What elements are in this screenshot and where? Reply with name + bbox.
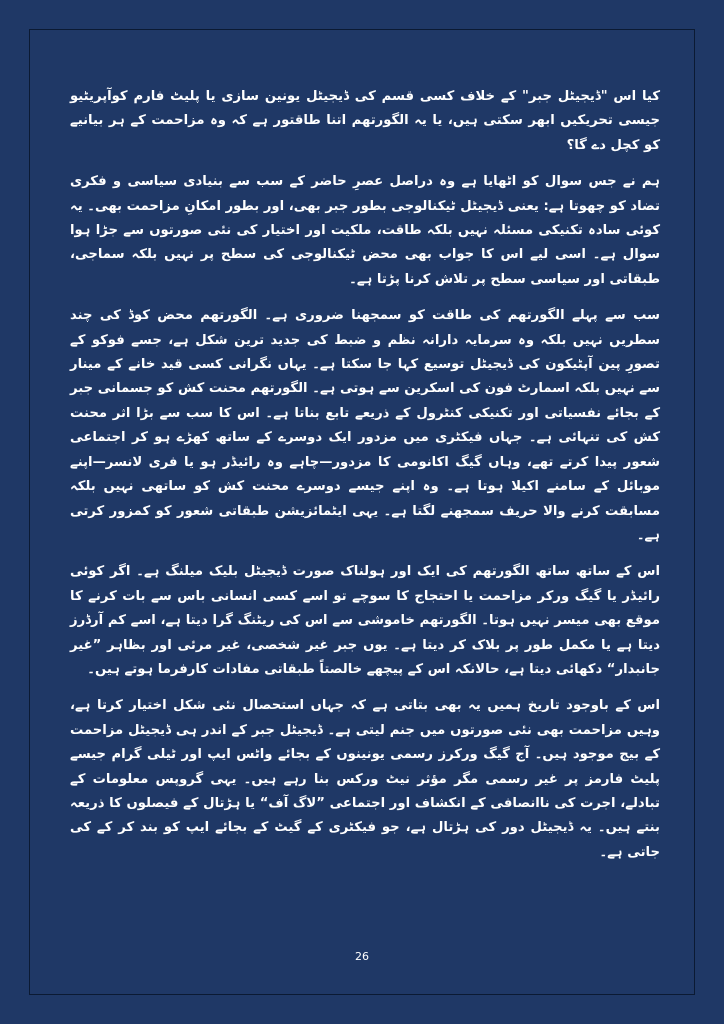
article-body bbox=[70, 85, 660, 877]
page-number: 26 bbox=[355, 950, 369, 963]
paragraph-3: سب سے پہلے الگورتھم کی طاقت کو سمجھنا ضروری ہے۔ الگورتھم محض کوڈ کی چند سطریں نہیں بلکہ وہ سرمایہ دارانہ نظم و ضبط کی جدید ترین شکل ہے، جسے فوکو کے تصورِ پین آپٹیکون کی ڈیجیٹل توسیع کہا جا سکتا ہے۔ یہاں نگرانی کسی قید خانے کے مینار سے نہیں بلکہ اسمارٹ فون کی اسکرین سے ہوتی ہے۔ الگورتھم محنت کش کو جسمانی جبر کے بجائے نفسیاتی اور تکنیکی کنٹرول کے ذریعے تابع بناتا ہے۔ اس کا سب سے بڑا اثر محنت کش کی تنہائی ہے۔ جہاں فیکٹری میں مزدور ایک دوسرے کے ساتھ کھڑے ہو کر اجتماعی شعور پیدا کرتے تھے، وہاں گیگ اکانومی کا مزدور—چاہے وہ رائیڈر ہو یا فری لانسر—اپنے موبائل کے سامنے اکیلا ہوتا ہے۔ وہ اپنے جیسے دوسرے محنت کش کو ساتھی نہیں بلکہ مسابقت کرنے والا حریف سمجھنے لگتا ہے۔ یہی ایٹمائزیشن طبقاتی شعور کو کمزور کرتی ہے۔ bbox=[70, 308, 660, 543]
paragraph-5: اس کے باوجود تاریخ ہمیں یہ بھی بتاتی ہے کہ جہاں استحصال نئی شکل اختیار کرتا ہے، وہیں مزاحمت بھی نئی صورتوں میں جنم لیتی ہے۔ ڈیجیٹل جبر کے اندر ہی ڈیجیٹل مزاحمت کے بیج موجود ہیں۔ آج گیگ ورکرز رسمی یونینوں کے بجائے واٹس ایپ اور ٹیلی گرام جیسے پلیٹ فارمز پر غیر رسمی مگر مؤثر نیٹ ورکس بنا رہے ہیں۔ یہی گروپس معلومات کے تبادلے، اجرت کی ناانصافی کے انکشاف اور اجتماعی ”لاگ آف“ یا ہڑتال کے فیصلوں کا ذریعہ بنتے ہیں۔ یہ ڈیجیٹل دور کی ہڑتال ہے، جو فیکٹری کے گیٹ کے بجائے ایپ کو بند کر کے کی جاتی ہے۔ bbox=[70, 698, 660, 860]
paragraph-1: کیا اس "ڈیجیٹل جبر" کے خلاف کسی قسم کی ڈیجیٹل یونین سازی یا پلیٹ فارم کوآپریٹیو جیسی تحریکیں ابھر سکتی ہیں، یا یہ الگورتھم اتنا طاقتور ہے کہ وہ مزاحمت کے ہر بیانیے کو کچل دے گا؟ bbox=[70, 89, 660, 153]
paragraph-4: اس کے ساتھ ساتھ الگورتھم کی ایک اور ہولناک صورت ڈیجیٹل بلیک میلنگ ہے۔ اگر کوئی رائیڈر یا گیگ ورکر مزاحمت یا احتجاج کا سوچے تو اسے کسی انسانی باس سے بات کرنے کا موقع بھی میسر نہیں ہوتا۔ الگورتھم خاموشی سے اس کی ریٹنگ گرا دیتا ہے، اسے کم آرڈرز دیتا ہے یا مکمل طور پر بلاک کر دیتا ہے۔ یوں جبر غیر شخصی، غیر مرئی اور بظاہر ”غیر جانبدار“ دکھائی دیتا ہے، حالانکہ اس کے پیچھے خالصتاً طبقاتی مفادات کارفرما ہوتے ہیں۔ bbox=[70, 564, 660, 677]
paragraph-2: ہم نے جس سوال کو اٹھایا ہے وہ دراصل عصرِ حاضر کے سب سے بنیادی سیاسی و فکری تضاد کو چھوتا ہے: یعنی ڈیجیٹل ٹیکنالوجی بطور جبر بھی، اور بطور امکانِ مزاحمت بھی۔ یہ کوئی سادہ تکنیکی مسئلہ نہیں بلکہ طاقت، ملکیت اور اختیار کی نئی صورتوں سے جڑا ہوا سوال ہے۔ اسی لیے اس کا جواب بھی محض ٹیکنالوجی کی سطح پر نہیں بلکہ سماجی، طبقاتی اور سیاسی سطح پر تلاش کرنا پڑتا ہے۔ bbox=[70, 174, 660, 287]
